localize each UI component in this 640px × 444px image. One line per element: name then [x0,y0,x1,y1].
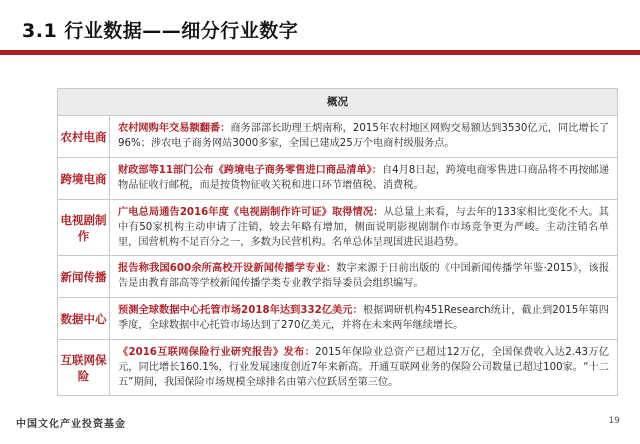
page-number: 19 [608,416,620,426]
row-highlight: 农村网购年交易额翻番： [118,123,231,134]
row-label: 跨境电商 [58,158,110,199]
row-text: 从总量上来看，与去年的133家相比变化不大。其中有50家机构主动申请了注销，较去年略有增加，侧面说明影视剧制作市场竞争更为严峻。主动注销名单里，国营机构不足百分之一，多数为民营机构。名单总体呈现国进民退趋势。 [118,207,609,248]
row-highlight: 报告称我国600余所高校开设新闻传播学专业： [118,263,337,274]
row-text: 数字来源于日前出版的《中国新闻传播学年鉴·2015》，该报告是由教育部高等学校新闻传播学类专业教学指导委员会组织编写。 [118,263,610,289]
row-text: 商务部部长助理王炳南称，2015年农村地区网购交易额达到3530亿元，同比增长了96%；涉农电子商务网站3000多家，全国已建成25万个电商村级服务点。 [118,123,610,149]
row-content [110,200,617,255]
row-text: 根据调研机构451Research统计，截止到2015年第四季度，全球数据中心托管市场达到了270亿美元，并将在未来两年继续增长。 [118,305,609,331]
table-header-overview: 概况 [327,96,348,108]
row-label: 新闻传播 [58,256,110,297]
table-row-rural-ecommerce [58,115,617,157]
row-content [110,340,617,395]
footer-logo: 中国文化产业投资基金 [16,419,126,430]
row-content [110,116,617,157]
row-label: 数据中心 [58,298,110,339]
row-content [110,158,617,199]
table-row-tv-drama-production [58,199,617,255]
row-highlight: 财政部等11部门公布《跨境电子商务零售进口商品清单》： [118,165,382,176]
row-content [110,256,617,297]
table-row-data-center [58,297,617,339]
table-row-cross-border-ecommerce [58,157,617,199]
row-label: 农村电商 [58,116,110,157]
title-divider [0,50,640,55]
row-label: 电视剧制作 [58,200,110,255]
row-label: 互联网保险 [58,340,110,395]
row-text: 2015年保险业总资产已超过12万亿，全国保费收入达2.43万亿元，同比增长160.1%，行业发展速度创近7年来新高。开通互联网业务的保险公司数量已超过100家。“十二五”期间，我国保险市场规模全球排名由第六位跃居至第三位。 [118,347,609,388]
row-content [110,298,617,339]
row-highlight: 广电总局通告2016年度《电视剧制作许可证》取得情况： [118,207,384,218]
row-text: 自4月8日起，跨境电商零售进口商品将不再按邮递物品征收行邮税，而是按货物征收关税和进口环节增值税、消费税。 [118,165,610,191]
slide-title: 3.1 行业数据——细分行业数字 [22,20,299,42]
table-row-journalism [58,255,617,297]
table-row-internet-insurance [58,339,617,395]
table-header-row [58,89,617,115]
row-highlight: 《2016互联网保险行业研究报告》发布： [118,347,316,358]
industry-data-table [57,88,618,396]
row-highlight: 预测全球数据中心托管市场2018年达到332亿美元： [118,305,363,316]
